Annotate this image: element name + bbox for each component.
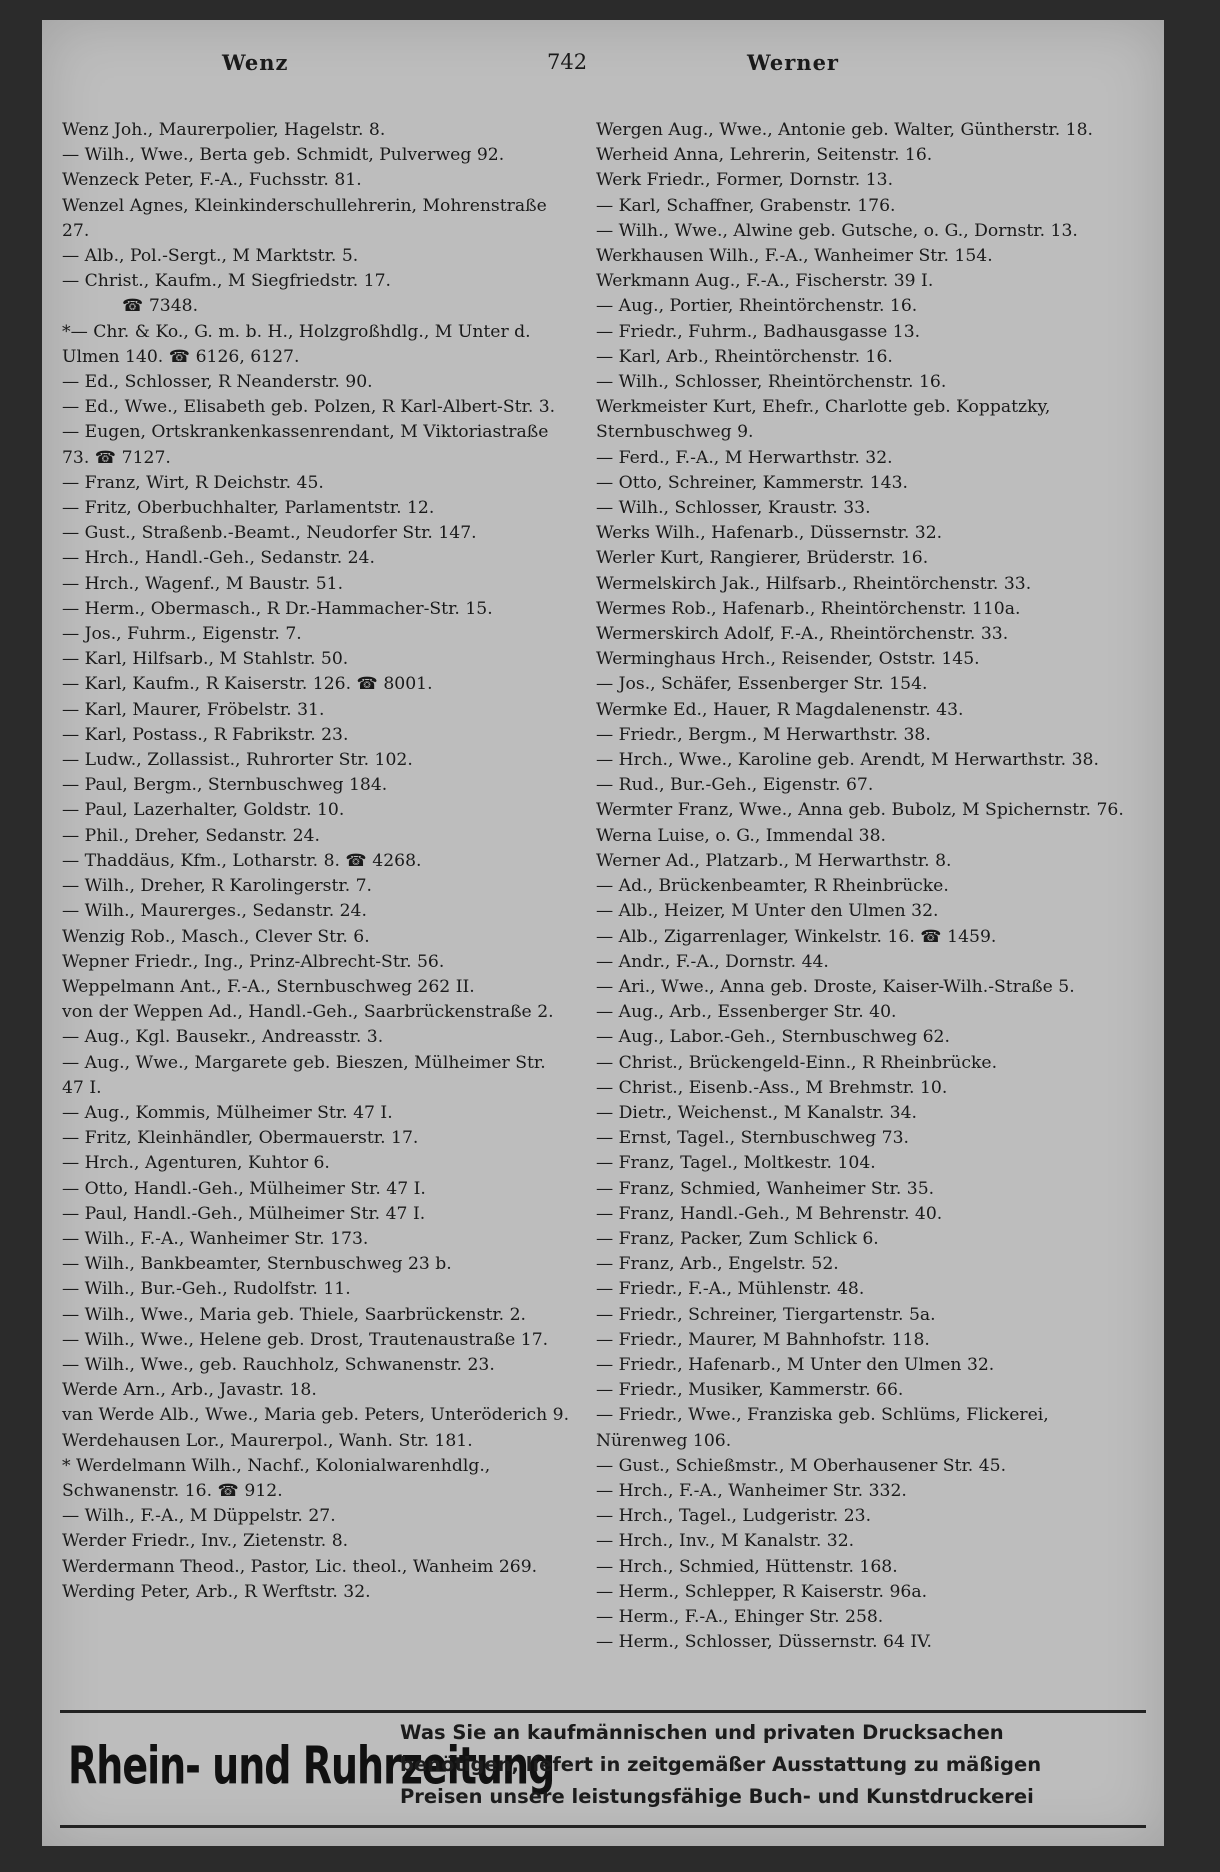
- directory-entry: — Herm., Schlepper, R Kaiserstr. 96a.: [596, 1581, 928, 1602]
- directory-entry: — Franz, Schmied, Wanheimer Str. 35.: [596, 1178, 935, 1199]
- directory-entry: — Friedr., Hafenarb., M Unter den Ulmen 32.: [596, 1354, 995, 1375]
- directory-entry: Werna Luise, o. G., Immendal 38.: [596, 825, 886, 846]
- directory-entry: — Fritz, Kleinhändler, Obermauerstr. 17.: [62, 1128, 419, 1149]
- directory-entry: — Wilh., Bur.-Geh., Rudolfstr. 11.: [62, 1279, 351, 1300]
- directory-entry: — Aug., Labor.-Geh., Sternbuschweg 62.: [596, 1027, 950, 1048]
- directory-entry: — Ferd., F.-A., M Herwarthstr. 32.: [596, 447, 893, 468]
- directory-entry: Werdehausen Lor., Maurerpol., Wanh. Str. 181.: [62, 1430, 473, 1451]
- directory-entry: — Hrch., Inv., M Kanalstr. 32.: [596, 1531, 855, 1552]
- directory-entry: — Wilh., Dreher, R Karolingerstr. 7.: [62, 876, 373, 897]
- directory-entry: — Hrch., Tagel., Ludgeristr. 23.: [596, 1506, 872, 1527]
- directory-entry: — Wilh., Wwe., Berta geb. Schmidt, Pulverweg 92.: [62, 145, 505, 166]
- directory-entry: — Ed., Wwe., Elisabeth geb. Polzen, R Karl-Albert-Str. 3.: [62, 397, 556, 418]
- directory-entry: — Paul, Lazerhalter, Goldstr. 10.: [62, 800, 345, 821]
- directory-entry: — Ed., Schlosser, R Neanderstr. 90.: [62, 372, 373, 393]
- directory-entry: Werler Kurt, Rangierer, Brüderstr. 16.: [596, 548, 929, 569]
- directory-entry: Wepner Friedr., Ing., Prinz-Albrecht-Str. 56.: [62, 951, 445, 972]
- directory-entry: Werdermann Theod., Pastor, Lic. theol., Wanheim 269.: [62, 1556, 538, 1577]
- directory-entry: — Herm., F.-A., Ehinger Str. 258.: [596, 1606, 884, 1627]
- directory-entry: — Wilh., Schlosser, Rheintörchenstr. 16.: [596, 372, 947, 393]
- directory-entry: Werks Wilh., Hafenarb., Düssernstr. 32.: [596, 523, 943, 544]
- directory-entry: * Werdelmann Wilh., Nachf., Kolonialwarenhdlg., Schwanenstr. 16. ☎ 912.: [62, 1455, 491, 1501]
- directory-entry: Werner Ad., Platzarb., M Herwarthstr. 8.: [596, 850, 952, 871]
- directory-entry: — Andr., F.-A., Dornstr. 44.: [596, 951, 829, 972]
- directory-entry: van Werde Alb., Wwe., Maria geb. Peters, Unteröderich 9.: [62, 1405, 570, 1426]
- directory-entry: — Aug., Arb., Essenberger Str. 40.: [596, 1002, 897, 1023]
- directory-entry: — Fritz, Oberbuchhalter, Parlamentstr. 12.: [62, 498, 435, 519]
- directory-entry: — Aug., Portier, Rheintörchenstr. 16.: [596, 296, 918, 317]
- directory-entry: — Wilh., Schlosser, Kraustr. 33.: [596, 498, 871, 519]
- directory-entry: *— Chr. & Ko., G. m. b. H., Holzgroßhdlg., M Unter d. Ulmen 140. ☎ 6126, 6127.: [62, 321, 531, 367]
- directory-entry: — Herm., Schlosser, Düssernstr. 64 IV.: [596, 1632, 933, 1653]
- directory-entry: — Paul, Bergm., Sternbuschweg 184.: [62, 775, 388, 796]
- directory-entry: — Hrch., Wwe., Karoline geb. Arendt, M Herwarthstr. 38.: [596, 750, 1099, 771]
- header-right-keyword: Werner: [747, 50, 839, 75]
- directory-entry: Wermes Rob., Hafenarb., Rheintörchenstr. 110a.: [596, 598, 1021, 619]
- directory-entry: — Karl, Maurer, Fröbelstr. 31.: [62, 699, 325, 720]
- directory-entry: — Eugen, Ortskrankenkassenrendant, M Viktoriastraße 73. ☎ 7127.: [62, 422, 549, 468]
- directory-entry: Werheid Anna, Lehrerin, Seitenstr. 16.: [596, 145, 933, 166]
- directory-entry: — Friedr., Wwe., Franziska geb. Schlüms, Flickerei, Nürenweg 106.: [596, 1405, 1049, 1451]
- page-number: 742: [547, 50, 588, 74]
- directory-entry: — Gust., Schießmstr., M Oberhausener Str. 45.: [596, 1455, 1007, 1476]
- directory-entry: — Aug., Kgl. Bausekr., Andreasstr. 3.: [62, 1027, 384, 1048]
- directory-entry: Wenzel Agnes, Kleinkinderschullehrerin, Mohrenstraße 27.: [62, 195, 547, 241]
- directory-entry: Werder Friedr., Inv., Zietenstr. 8.: [62, 1531, 349, 1552]
- directory-entry: — Jos., Schäfer, Essenberger Str. 154.: [596, 674, 928, 695]
- directory-entry: — Ad., Brückenbeamter, R Rheinbrücke.: [596, 876, 949, 897]
- directory-entry: — Otto, Handl.-Geh., Mülheimer Str. 47 I.: [62, 1178, 426, 1199]
- directory-entry: — Franz, Packer, Zum Schlick 6.: [596, 1228, 879, 1249]
- directory-entry: Werkmeister Kurt, Ehefr., Charlotte geb. Koppatzky, Sternbuschweg 9.: [596, 397, 1051, 443]
- directory-entry: — Wilh., F.-A., M Düppelstr. 27.: [62, 1506, 336, 1527]
- directory-entry: — Karl, Schaffner, Grabenstr. 176.: [596, 195, 896, 216]
- directory-entry: — Wilh., Wwe., Helene geb. Drost, Trautenaustraße 17.: [62, 1329, 549, 1350]
- directory-entry: — Hrch., Handl.-Geh., Sedanstr. 24.: [62, 548, 375, 569]
- directory-entry: Werkhausen Wilh., F.-A., Wanheimer Str. 154.: [596, 246, 993, 267]
- directory-entry: — Alb., Zigarrenlager, Winkelstr. 16. ☎ 1459.: [596, 926, 997, 947]
- directory-entry: — Franz, Arb., Engelstr. 52.: [596, 1254, 839, 1275]
- directory-entry: — Friedr., Musiker, Kammerstr. 66.: [596, 1380, 904, 1401]
- header-left-keyword: Wenz: [222, 50, 289, 75]
- directory-entry: — Rud., Bur.-Geh., Eigenstr. 67.: [596, 775, 874, 796]
- directory-entry: Wermelskirch Jak., Hilfsarb., Rheintörchenstr. 33.: [596, 573, 1032, 594]
- directory-entry: — Dietr., Weichenst., M Kanalstr. 34.: [596, 1102, 917, 1123]
- directory-entry: — Ari., Wwe., Anna geb. Droste, Kaiser-Wilh.-Straße 5.: [596, 976, 1075, 997]
- directory-entry: — Gust., Straßenb.-Beamt., Neudorfer Str. 147.: [62, 523, 477, 544]
- directory-entry: — Franz, Wirt, R Deichstr. 45.: [62, 472, 324, 493]
- directory-entry: — Thaddäus, Kfm., Lotharstr. 8. ☎ 4268.: [62, 850, 422, 871]
- ad-line: Was Sie an kaufmännischen und privaten Drucksachen: [400, 1721, 1004, 1744]
- right-column: [596, 118, 1144, 1655]
- directory-entry: — Aug., Wwe., Margarete geb. Bieszen, Mülheimer Str. 47 I.: [62, 1052, 546, 1098]
- directory-entry: — Wilh., Maurerges., Sedanstr. 24.: [62, 901, 367, 922]
- directory-entry: — Christ., Eisenb.-Ass., M Brehmstr. 10.: [596, 1077, 948, 1098]
- directory-entry: — Alb., Heizer, M Unter den Ulmen 32.: [596, 901, 939, 922]
- left-column: [62, 118, 572, 1605]
- directory-entry: — Friedr., F.-A., Mühlenstr. 48.: [596, 1279, 865, 1300]
- directory-entry: — Hrch., F.-A., Wanheimer Str. 332.: [596, 1480, 907, 1501]
- directory-entry: — Alb., Pol.-Sergt., M Marktstr. 5.: [62, 246, 359, 267]
- directory-entry: — Karl, Kaufm., R Kaiserstr. 126. ☎ 8001.: [62, 674, 433, 695]
- directory-entry: — Friedr., Bergm., M Herwarthstr. 38.: [596, 724, 931, 745]
- newspaper-logo: Rhein- und Ruhrzeitung: [68, 1736, 555, 1796]
- directory-entry: — Aug., Kommis, Mülheimer Str. 47 I.: [62, 1102, 393, 1123]
- directory-entry: Wenzig Rob., Masch., Clever Str. 6.: [62, 926, 370, 947]
- directory-entry: Wermter Franz, Wwe., Anna geb. Bubolz, M Spichernstr. 76.: [596, 800, 1124, 821]
- directory-entry: Wenz Joh., Maurerpolier, Hagelstr. 8.: [62, 120, 386, 140]
- directory-entry: Werde Arn., Arb., Javastr. 18.: [62, 1380, 317, 1401]
- directory-entry: — Jos., Fuhrm., Eigenstr. 7.: [62, 624, 302, 645]
- directory-entry: Weppelmann Ant., F.-A., Sternbuschweg 262 II.: [62, 976, 475, 997]
- directory-entry: — Ludw., Zollassist., Ruhrorter Str. 102.: [62, 750, 413, 771]
- directory-entry: Wermke Ed., Hauer, R Magdalenenstr. 43.: [596, 699, 964, 720]
- directory-entry: ☎ 7348.: [122, 296, 199, 317]
- directory-entry: — Wilh., Wwe., Alwine geb. Gutsche, o. G., Dornstr. 13.: [596, 220, 1078, 241]
- directory-entry: Wenzeck Peter, F.-A., Fuchsstr. 81.: [62, 170, 362, 191]
- directory-entry: — Friedr., Schreiner, Tiergartenstr. 5a.: [596, 1304, 936, 1325]
- directory-entry: — Christ., Kaufm., M Siegfriedstr. 17.: [62, 271, 391, 292]
- advertisement-banner: [60, 1710, 1146, 1828]
- directory-entry: Wergen Aug., Wwe., Antonie geb. Walter, Güntherstr. 18.: [596, 120, 1094, 140]
- directory-entry: Werkmann Aug., F.-A., Fischerstr. 39 I.: [596, 271, 934, 292]
- ad-line: benötigen, liefert in zeitgemäßer Ausstattung zu mäßigen: [400, 1753, 1042, 1776]
- directory-entry: — Karl, Arb., Rheintörchenstr. 16.: [596, 346, 893, 367]
- directory-entry: Werminghaus Hrch., Reisender, Oststr. 145.: [596, 649, 980, 670]
- directory-entry: — Friedr., Maurer, M Bahnhofstr. 118.: [596, 1329, 930, 1350]
- directory-entry: von der Weppen Ad., Handl.-Geh., Saarbrückenstraße 2.: [62, 1002, 554, 1023]
- directory-entry: — Phil., Dreher, Sedanstr. 24.: [62, 825, 320, 846]
- directory-page: [42, 20, 1164, 1846]
- directory-entry: — Franz, Tagel., Moltkestr. 104.: [596, 1153, 876, 1174]
- page-header: [42, 50, 1164, 90]
- directory-entry: Werk Friedr., Former, Dornstr. 13.: [596, 170, 894, 191]
- ad-line: Preisen unsere leistungsfähige Buch- und Kunstdruckerei: [400, 1785, 1034, 1808]
- directory-entry: — Ernst, Tagel., Sternbuschweg 73.: [596, 1128, 909, 1149]
- directory-entry: Werding Peter, Arb., R Werftstr. 32.: [62, 1581, 371, 1602]
- directory-entry: — Otto, Schreiner, Kammerstr. 143.: [596, 472, 908, 493]
- directory-entry: — Hrch., Wagenf., M Baustr. 51.: [62, 573, 344, 594]
- directory-entry: — Christ., Brückengeld-Einn., R Rheinbrücke.: [596, 1052, 998, 1073]
- advertisement-text: [400, 1717, 1140, 1813]
- directory-entry: — Wilh., Wwe., geb. Rauchholz, Schwanenstr. 23.: [62, 1354, 495, 1375]
- directory-entry: — Karl, Hilfsarb., M Stahlstr. 50.: [62, 649, 349, 670]
- directory-entry: — Karl, Postass., R Fabrikstr. 23.: [62, 724, 349, 745]
- directory-entry: — Wilh., Wwe., Maria geb. Thiele, Saarbrückenstr. 2.: [62, 1304, 527, 1325]
- directory-entry: Wermerskirch Adolf, F.-A., Rheintörchenstr. 33.: [596, 624, 1009, 645]
- directory-entry: — Hrch., Agenturen, Kuhtor 6.: [62, 1153, 330, 1174]
- directory-entry: — Friedr., Fuhrm., Badhausgasse 13.: [596, 321, 921, 342]
- directory-entry: — Paul, Handl.-Geh., Mülheimer Str. 47 I.: [62, 1203, 426, 1224]
- directory-entry: — Wilh., Bankbeamter, Sternbuschweg 23 b.: [62, 1254, 452, 1275]
- directory-entry: — Franz, Handl.-Geh., M Behrenstr. 40.: [596, 1203, 943, 1224]
- directory-entry: — Hrch., Schmied, Hüttenstr. 168.: [596, 1556, 898, 1577]
- directory-entry: — Herm., Obermasch., R Dr.-Hammacher-Str. 15.: [62, 598, 493, 619]
- directory-entry: — Wilh., F.-A., Wanheimer Str. 173.: [62, 1228, 369, 1249]
